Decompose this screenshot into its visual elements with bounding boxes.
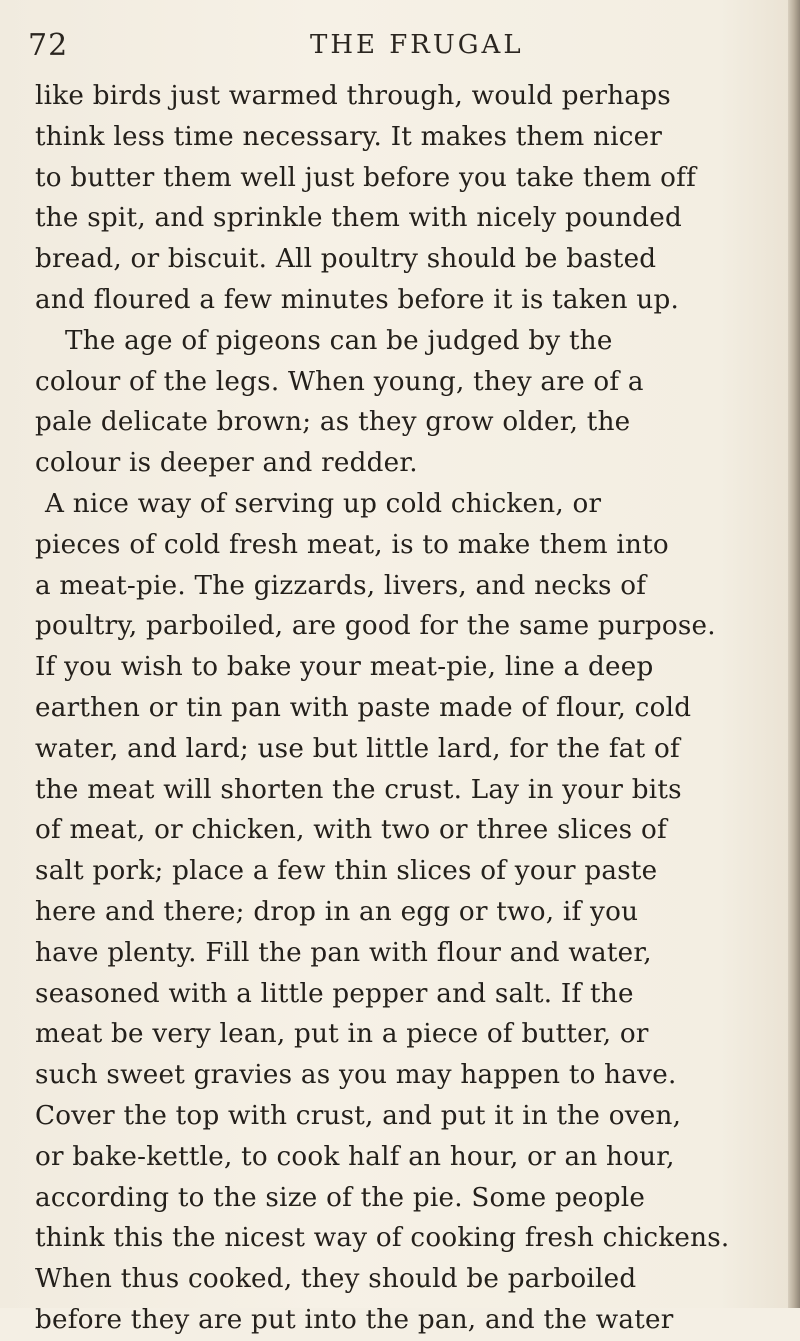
text-line: When thus cooked, they should be parboiled	[35, 1264, 637, 1295]
running-title: THE FRUGAL	[310, 30, 524, 60]
text-line: water, and lard; use but little lard, for the fat of	[35, 733, 680, 764]
text-line: here and there; drop in an egg or two, if you	[35, 896, 639, 927]
text-line: of meat, or chicken, with two or three slices of	[35, 815, 667, 846]
text-line: If you wish to bake your meat-pie, line a deep	[35, 652, 654, 683]
text-line: seasoned with a little pepper and salt. If the	[35, 978, 634, 1009]
text-line: a meat-pie. The gizzards, livers, and necks of	[35, 570, 647, 601]
text-line: colour of the legs. When young, they are of a	[35, 366, 644, 397]
text-line: the spit, and sprinkle them with nicely pounded	[35, 203, 683, 234]
page-number: 72	[28, 28, 69, 63]
text-line: meat be very lean, put in a piece of butter, or	[35, 1019, 649, 1050]
body-text	[35, 76, 770, 1341]
page-header	[28, 28, 768, 68]
text-line: salt pork; place a few thin slices of your paste	[35, 856, 658, 887]
text-line: and floured a few minutes before it is taken up.	[35, 284, 680, 315]
text-line: have plenty. Fill the pan with flour and water,	[35, 937, 652, 968]
text-line: think this the nicest way of cooking fresh chickens.	[35, 1223, 730, 1254]
text-line: colour is deeper and redder.	[35, 448, 418, 479]
paragraph-start-line: The age of pigeons can be judged by the	[65, 325, 613, 356]
text-line: such sweet gravies as you may happen to have.	[35, 1060, 677, 1091]
text-line: to butter them well just before you take them off	[35, 162, 697, 193]
paragraph-start-line: A nice way of serving up cold chicken, or	[45, 488, 602, 519]
text-line: or bake-kettle, to cook half an hour, or an hour,	[35, 1141, 675, 1172]
text-line: pieces of cold fresh meat, is to make them into	[35, 529, 669, 560]
text-line: poultry, parboiled, are good for the same purpose.	[35, 611, 716, 642]
text-line: think less time necessary. It makes them nicer	[35, 121, 663, 152]
text-line: the meat will shorten the crust. Lay in your bits	[35, 774, 682, 805]
text-line: pale delicate brown; as they grow older, the	[35, 407, 631, 438]
page-edge-shadow	[788, 0, 800, 1308]
text-line: according to the size of the pie. Some people	[35, 1182, 646, 1213]
text-line: like birds just warmed through, would perhaps	[35, 81, 671, 111]
text-line: before they are put into the pan, and the water	[35, 1304, 674, 1335]
text-line: earthen or tin pan with paste made of flour, cold	[35, 692, 692, 723]
text-line: bread, or biscuit. All poultry should be basted	[35, 244, 657, 275]
text-line: Cover the top with crust, and put it in the oven,	[35, 1100, 682, 1131]
